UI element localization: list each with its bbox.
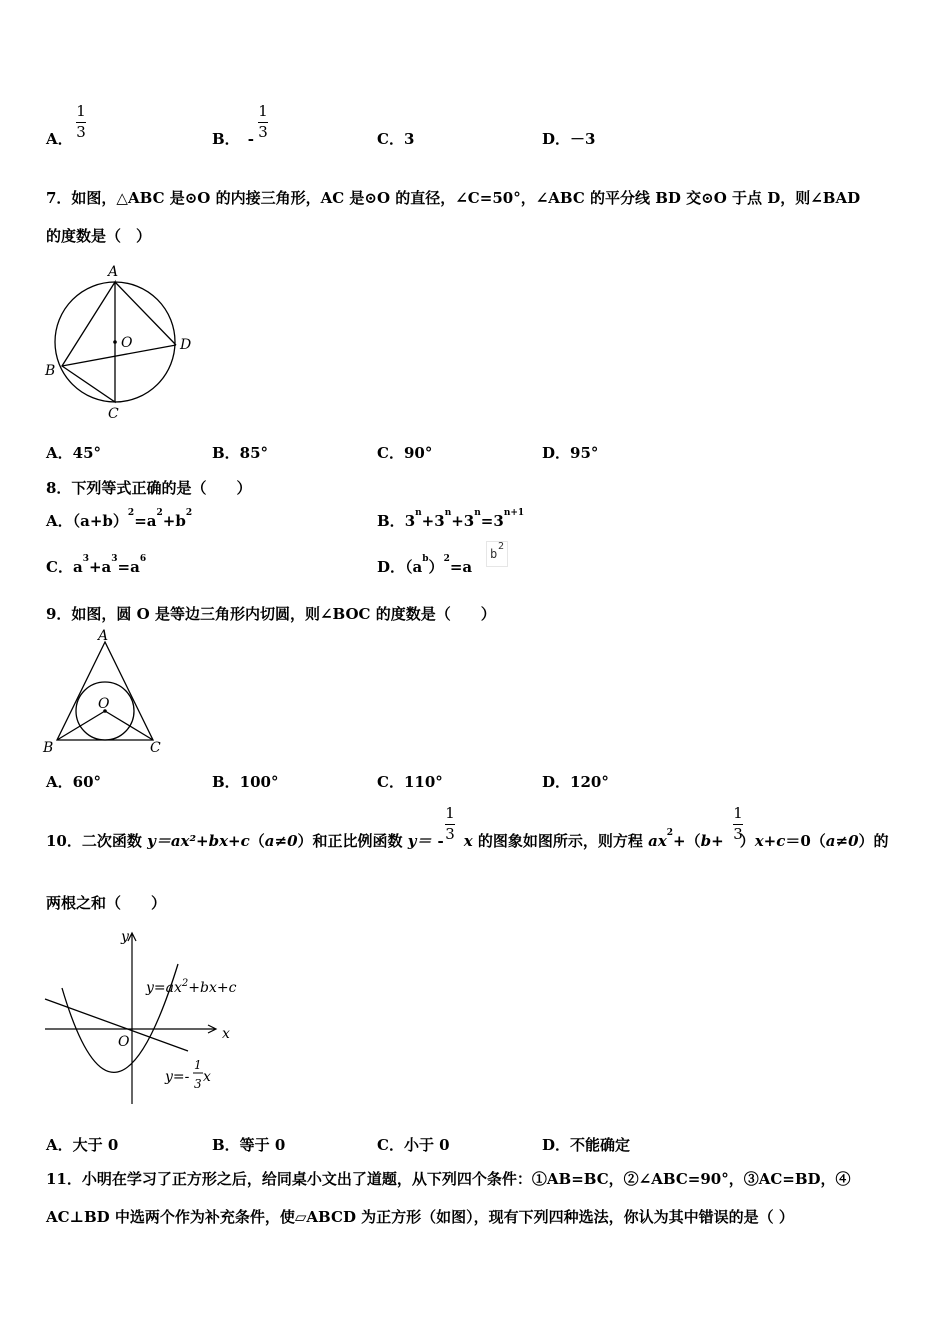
q7-option-d: D．95°	[542, 444, 599, 462]
exponent: n+1	[503, 508, 525, 518]
option-label: B．	[212, 130, 240, 148]
q6-option-b-fraction	[258, 104, 268, 140]
text: 的图象如图所示，则方程	[472, 832, 649, 850]
label-a: A	[98, 628, 109, 644]
label-b: B	[45, 363, 56, 379]
formula: y＝ax²+bx+c	[147, 832, 250, 850]
label-origin: O	[118, 1034, 130, 1050]
text: ）	[739, 832, 755, 850]
proportional-line	[45, 999, 188, 1051]
q10-option-a: A．大于 0	[46, 1136, 119, 1154]
chord-bd	[62, 345, 176, 366]
label-y-axis: y	[121, 929, 129, 945]
exponent: 2	[666, 828, 674, 838]
denominator: 3	[258, 123, 268, 141]
text: ）的	[858, 832, 889, 850]
q9-option-a: A．60°	[46, 773, 102, 791]
expr: +3	[421, 512, 445, 530]
q6-option-b	[212, 128, 254, 149]
exponent: 2	[185, 508, 193, 518]
q10-option-d: D．不能确定	[542, 1136, 631, 1154]
q7-option-b: B．85°	[212, 444, 269, 462]
q6-option-c	[377, 128, 414, 149]
q10-fraction-one-third	[445, 806, 455, 842]
q9-option-c: C．110°	[377, 773, 443, 791]
denominator: 3	[445, 825, 455, 843]
label-d: D	[180, 337, 192, 353]
expr: +3	[451, 512, 475, 530]
formula: a≠0	[825, 832, 859, 850]
q7-stem-line2: 的度数是（ ）	[46, 227, 152, 245]
q6-option-a	[46, 128, 73, 149]
q9-option-d: D．120°	[542, 773, 609, 791]
q7-option-c: C．90°	[377, 444, 433, 462]
q6-option-a-fraction	[76, 104, 86, 140]
exponent: b	[422, 554, 429, 564]
q8-option-d-exponent-image	[486, 541, 508, 567]
triangle-abc	[62, 282, 115, 402]
q10-option-c: C．小于 0	[377, 1136, 450, 1154]
q8-stem: 8．下列等式正确的是（ ）	[46, 479, 252, 497]
text: +（	[673, 832, 701, 850]
q7-circle-figure	[40, 262, 200, 422]
formula: y＝	[407, 832, 432, 850]
exponent: 3	[111, 554, 118, 564]
option-label: A．	[46, 130, 73, 148]
numerator: 1	[76, 102, 86, 120]
formula: b+	[700, 832, 724, 850]
q9-stem: 9．如图，圆 O 是等边三角形内切圆，则∠BOC 的度数是（ ）	[46, 605, 496, 623]
option-label: A．	[46, 512, 73, 530]
q11-stem-line1: 11．小明在学习了正方形之后，给同桌小文出了道题，从下列四个条件：①AB=BC，②∠ABC=90°，③AC=BD，④	[46, 1170, 851, 1188]
label-line-numerator: 1	[194, 1058, 202, 1072]
center-point	[113, 340, 117, 344]
numerator: 1	[258, 102, 268, 120]
label-o: O	[98, 696, 110, 712]
expr: 3	[404, 512, 416, 530]
formula: a≠0	[264, 832, 298, 850]
equilateral-triangle	[57, 642, 153, 740]
exponent: n	[474, 508, 481, 518]
option-value: 3	[403, 130, 415, 148]
label-o: O	[121, 335, 133, 351]
expr: （a+b）	[72, 512, 128, 530]
label-line-x: x	[203, 1069, 211, 1085]
q10-stem-line1	[46, 830, 889, 851]
label-b: B	[43, 740, 54, 756]
label-line-prefix: y=-	[165, 1069, 190, 1085]
q9-option-b: B．100°	[212, 773, 279, 791]
exponent: 3	[82, 554, 89, 564]
formula: x+c	[754, 832, 786, 850]
exponent: 2	[156, 508, 163, 518]
expr: =a	[449, 558, 473, 576]
denominator: 3	[733, 825, 743, 843]
label-a: A	[108, 264, 119, 280]
expr: =3	[480, 512, 504, 530]
image-exponent: 2	[498, 541, 505, 552]
expr: =a	[134, 512, 157, 530]
q8-option-d	[377, 556, 472, 577]
q9-triangle-figure	[40, 628, 170, 758]
denominator: 3	[76, 123, 86, 141]
text: 10．二次函数	[46, 832, 148, 850]
label-x-axis: x	[222, 1026, 230, 1042]
exponent: n	[415, 508, 422, 518]
q7-option-a: A．45°	[46, 444, 102, 462]
minus-sign: -	[247, 130, 254, 148]
numerator: 1	[445, 804, 455, 822]
q6-option-d	[542, 128, 595, 149]
q8-option-c	[46, 556, 146, 577]
label-c: C	[150, 740, 161, 756]
q8-option-a	[46, 510, 192, 531]
option-label: C．	[46, 558, 73, 576]
label-c: C	[108, 406, 119, 422]
expr: +b	[162, 512, 186, 530]
q10-option-b: B．等于 0	[212, 1136, 286, 1154]
expr: ）	[428, 558, 444, 576]
q10-fraction-b-one-third	[733, 806, 743, 842]
expr: =a	[117, 558, 140, 576]
exponent: 2	[127, 508, 135, 518]
text: ）和正比例函数	[297, 832, 408, 850]
option-label: D．	[377, 558, 406, 576]
image-base: b	[490, 547, 498, 561]
expr: （a	[405, 558, 423, 576]
q10-stem-line2: 两根之和（ ）	[46, 894, 167, 912]
formula: ax	[648, 832, 667, 850]
text: ＝0（	[785, 832, 826, 850]
label-line-denominator: 3	[194, 1077, 202, 1091]
expr: +a	[88, 558, 112, 576]
exponent: 2	[443, 554, 450, 564]
option-label: B．	[377, 512, 405, 530]
option-label: C．	[377, 130, 404, 148]
expr: a	[72, 558, 83, 576]
text: （	[249, 832, 265, 850]
q7-stem-line1: 7．如图，△ABC 是⊙O 的内接三角形，AC 是⊙O 的直径，∠C=50°，∠ABC 的平分线 BD 交⊙O 于点 D，则∠BAD	[46, 189, 861, 207]
minus-sign: -	[437, 832, 444, 850]
q11-stem-line2: AC⊥BD 中选两个作为补充条件，使▱ABCD 为正方形（如图），现有下列四种选法，你认为其中错误的是（ ）	[46, 1208, 794, 1226]
exponent: n	[444, 508, 452, 518]
exponent: 6	[139, 554, 147, 564]
option-label: D．	[542, 130, 571, 148]
formula: x	[463, 832, 473, 850]
q10-graph-figure	[40, 926, 240, 1106]
q8-option-b	[377, 510, 524, 531]
label-parabola: $y=ax^2+bx+c$	[146, 978, 237, 996]
numerator: 1	[733, 804, 743, 822]
option-value: －3	[570, 130, 596, 148]
